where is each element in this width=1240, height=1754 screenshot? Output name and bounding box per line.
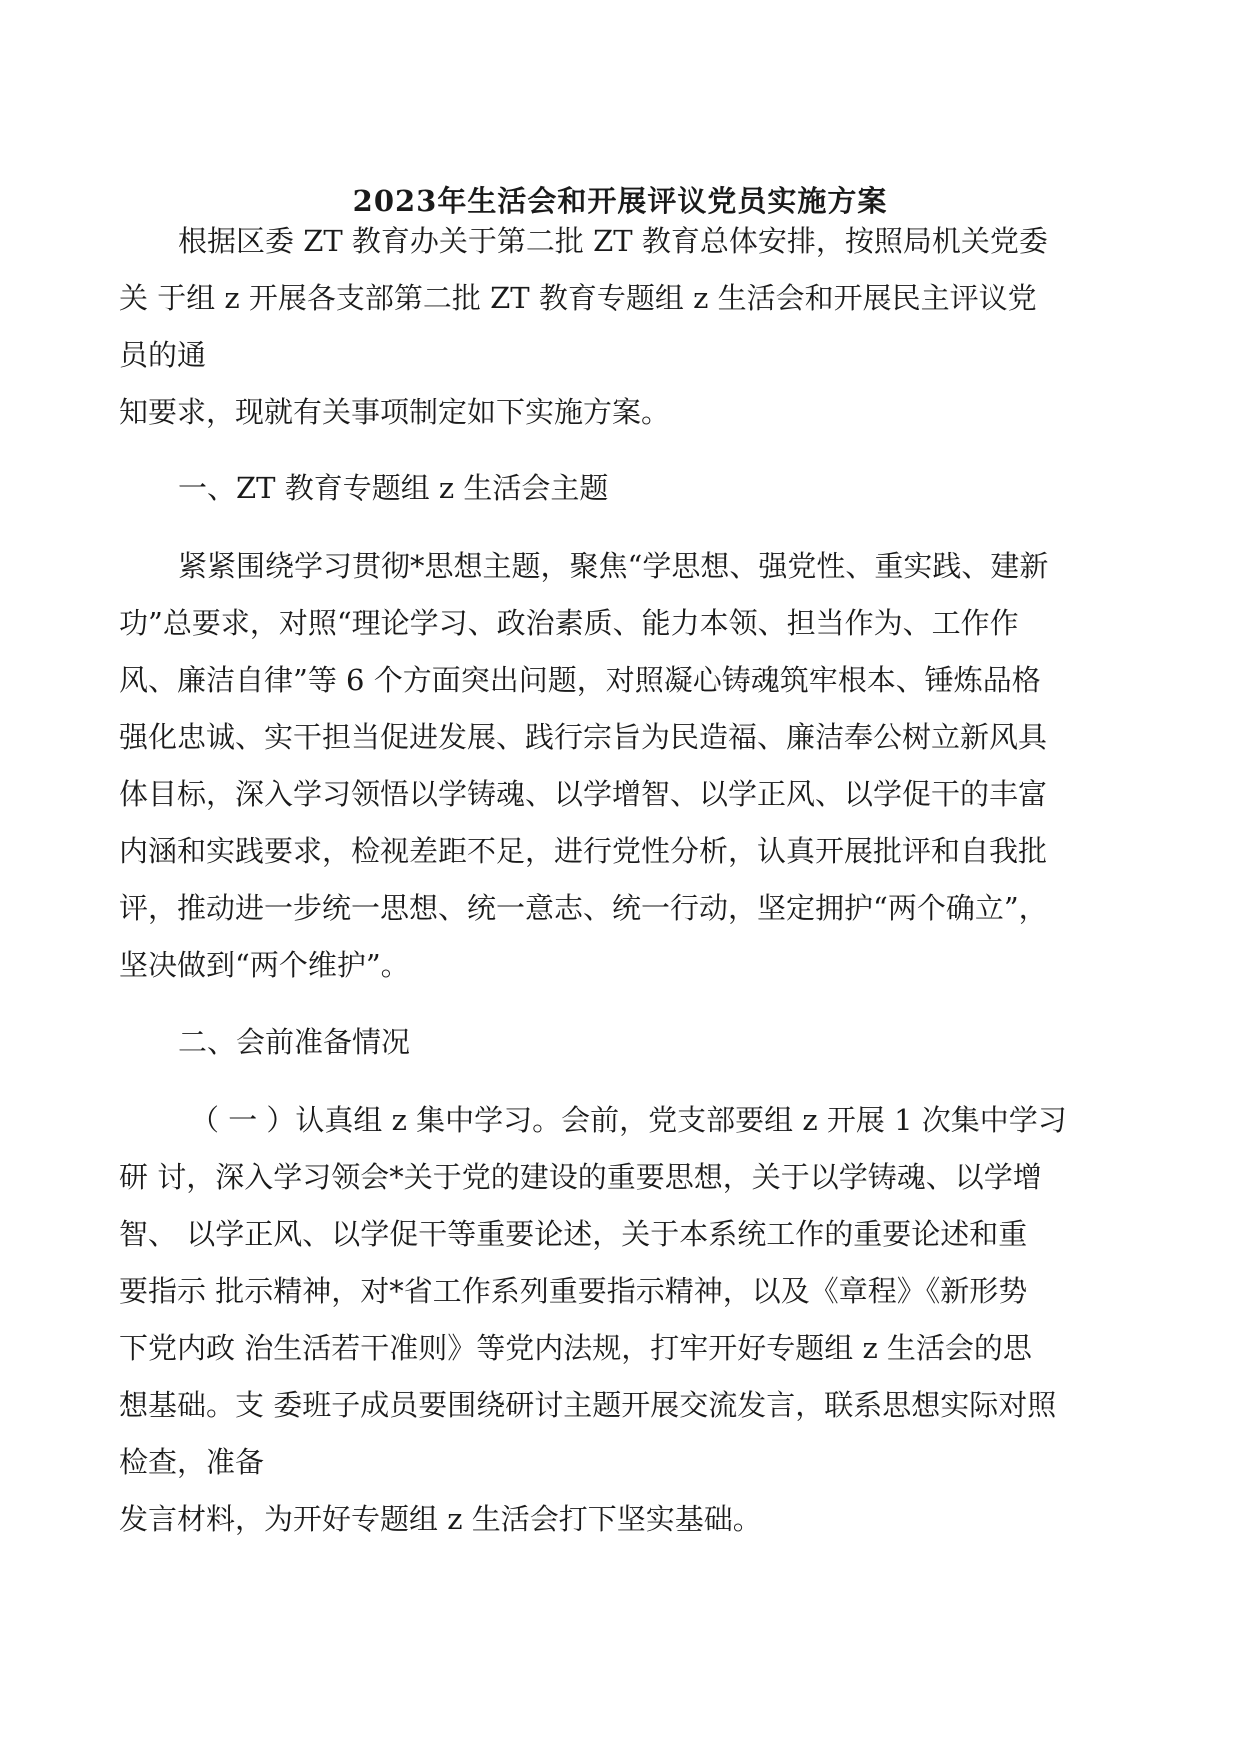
paragraph-line: 根据区委 ZT 教育办关于第二批 ZT 教育总体安排，按照局机关党委 bbox=[178, 224, 1048, 258]
paragraph-line: 功”总要求，对照“理论学习、政治素质、能力本领、担当作为、工作作 bbox=[119, 606, 1019, 640]
paragraph-line: 关 于组 z 开展各支部第二批 ZT 教育专题组 z 生活会和开展民主评议党 bbox=[119, 281, 1037, 315]
section-heading: 一、ZT 教育专题组 z 生活会主题 bbox=[178, 471, 609, 505]
paragraph-line: 发言材料，为开好专题组 z 生活会打下坚实基础。 bbox=[119, 1502, 762, 1536]
paragraph-line: 员的通 bbox=[119, 338, 207, 372]
section-heading: 二、会前准备情况 bbox=[178, 1025, 411, 1059]
document-title: 2023年生活会和开展评议党员实施方案 bbox=[352, 184, 888, 218]
paragraph-line: 内涵和实践要求，检视差距不足，进行党性分析，认真开展批评和自我批 bbox=[119, 834, 1048, 868]
paragraph-line: 体目标，深入学习领悟以学铸魂、以学增智、以学正风、以学促干的丰富 bbox=[119, 777, 1048, 811]
paragraph-line: （ 一 ）认真组 z 集中学习。会前，党支部要组 z 开展 1 次集中学习 bbox=[190, 1103, 1067, 1137]
paragraph-line: 想基础。支 委班子成员要围绕研讨主题开展交流发言，联系思想实际对照 bbox=[119, 1388, 1057, 1422]
paragraph-line: 强化忠诚、实干担当促进发展、践行宗旨为民造福、廉洁奉公树立新风具 bbox=[119, 720, 1048, 754]
paragraph-line: 紧紧围绕学习贯彻*思想主题，聚焦“学思想、强党性、重实践、建新 bbox=[178, 549, 1049, 583]
paragraph-line: 要指示 批示精神，对*省工作系列重要指示精神，以及《章程》《新形势 bbox=[119, 1274, 1028, 1308]
paragraph-line: 下党内政 治生活若干准则》等党内法规，打牢开好专题组 z 生活会的思 bbox=[119, 1331, 1032, 1365]
paragraph-line: 评，推动进一步统一思想、统一意志、统一行动，坚定拥护“两个确立”， bbox=[119, 891, 1048, 925]
paragraph-line: 知要求，现就有关事项制定如下实施方案。 bbox=[119, 395, 671, 429]
paragraph-line: 坚决做到“两个维护”。 bbox=[119, 948, 410, 982]
paragraph-line: 风、廉洁自律”等 6 个方面突出问题，对照凝心铸魂筑牢根本、锤炼品格 bbox=[119, 663, 1041, 697]
paragraph-line: 智、 以学正风、以学促干等重要论述，关于本系统工作的重要论述和重 bbox=[119, 1217, 1028, 1251]
paragraph-line: 研 讨，深入学习领会*关于党的建设的重要思想，关于以学铸魂、以学增 bbox=[119, 1160, 1042, 1194]
paragraph-line: 检查，准备 bbox=[119, 1445, 265, 1479]
